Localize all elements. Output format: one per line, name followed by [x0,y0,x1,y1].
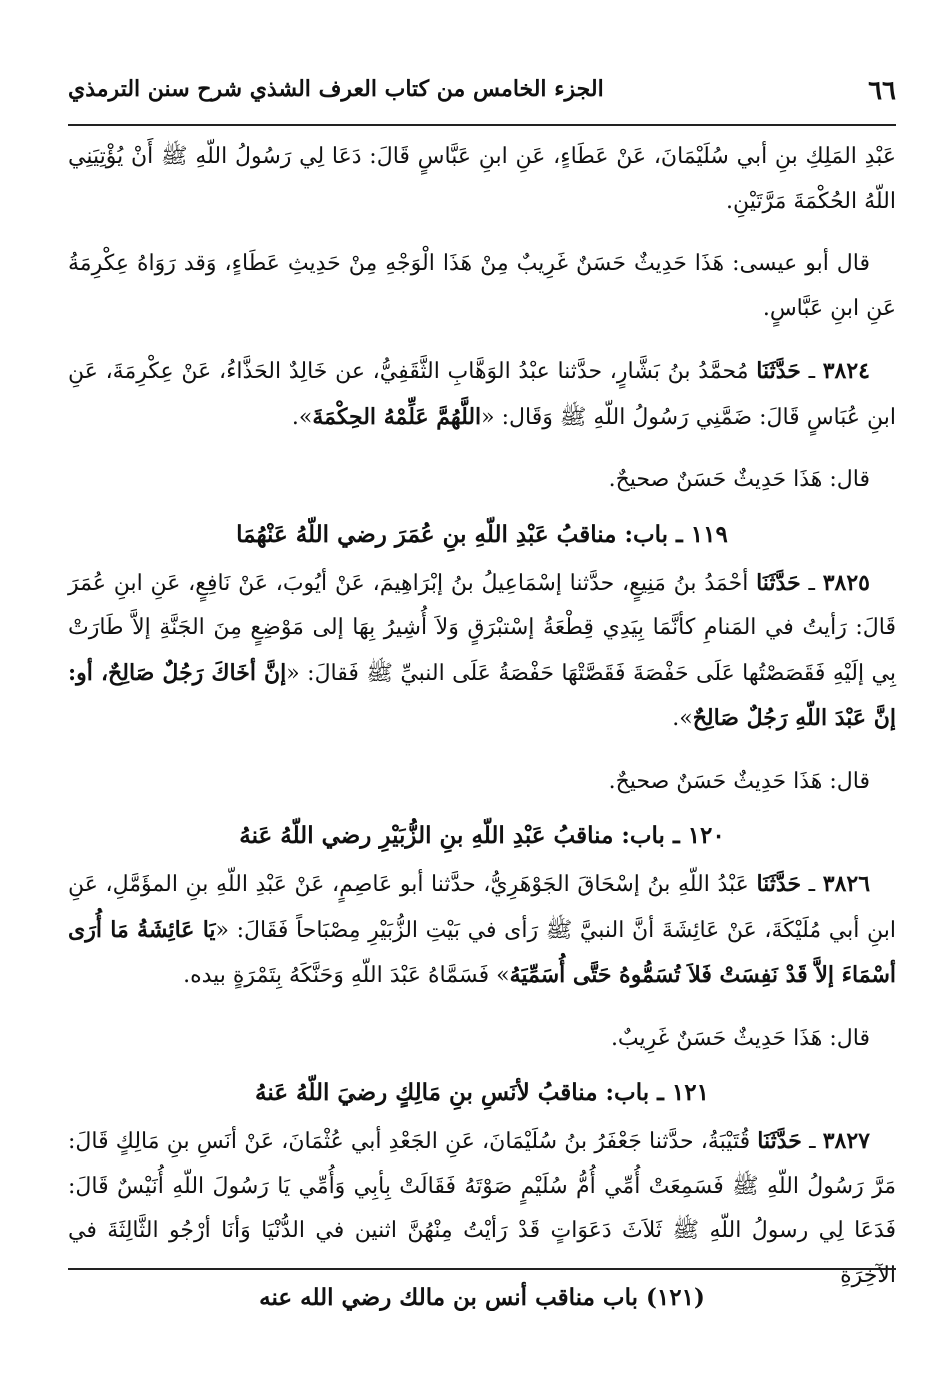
haddathana-word: حَدَّثَنَا [756,358,801,384]
running-title: الجزء الخامس من كتاب العرف الشذي شرح سنن الترمذي [68,76,604,102]
paragraph [68,242,896,331]
hadith-number: ٣٨٢٦ [822,871,871,897]
chapter-heading-119: ١١٩ ـ باب: مناقبُ عَبْدِ اللّهِ بنِ عُمَرَ رضي اللّهُ عَنْهُمَا [236,520,728,548]
prophetic-quote: إنَّ أخَاكَ رَجُلٌ صَالِحٌ، أو: إنَّ عَبْدَ اللّهِ رَجُلٌ صَالِحٌ [68,659,896,731]
hadith-3824: ٣٨٢٤ ـ حَدَّثَنَا مُحمَّدُ بنُ بَشَّارٍ، حدَّثنا عبْدُ الوَهَّابِ الثَّقَفِيُّ، عن خَالِدٌ الحَذَّاءُ، عَنْ عِكْرِمَةَ، عَنِ ابنِ عُبَاسٍ قَالَ: ضَمَّنِي رَسُولُ اللّهِ ﷺ وَقَال: «اللَّهُمَّ عَلِّمْهُ الحِكْمَةَ». [68,358,896,430]
grading-statement: قال: هَذَا حَدِيثٌ حَسَنٌ صحيحٌ. [608,768,870,794]
hadith-text: قُتَيْبَةُ، حدَّثنا جَعْفَرُ بنُ سُلَيْمَانَ، عَنِ الجَعْدِ أبي عُثْمَانَ، عَنْ أنَسِ بنِ مَالِكٍ قَالَ: مَرَّ رَسُولُ اللّهِ ﷺ فَسَمِعَتْ أُمِّي أُمُّ سُلَيْمٍ صَوْتَهُ فَقَالَتْ بِأبِي وَأُمِّي يَا رَسُولَ اللّهِ أُنَيْسٌ قَالَ: فَدَعَا لِي رسولُ اللّهِ ﷺ ثَلاَثَ دَعَوَاتٍ قَدْ رَأيْتُ مِنْهُنَّ اثنين في الدُّنْيَا وَأنَا أرْجُو الثَّالِثَةَ في الآخِرَةِ [68,1129,896,1288]
page-header [68,72,896,112]
commentary-section-title: (١٢١) باب مناقب أنس بن مالك رضي الله عنه [259,1284,705,1311]
haddathana-word: حَدَّثَنَا [757,1128,802,1154]
hadith-text: عَبْدُ اللّهِ بنُ إسْحَاقَ الجَوْهَرِيُّ، حدَّثنا أبو عَاصِمٍ، عَنْ عَبْدِ اللّهِ بنِ المؤَمَّلِ، عَنِ ابنِ أبي مُلَيْكَةَ، عَنْ عَائِشَةَ أنَّ النبيَّ ﷺ رَأى في بَيْتِ الزُّبَيْرِ مِصْبَاحاً فَقَالَ: « [68,872,896,943]
hadith-text: مُحمَّدُ بنُ بَشَّارٍ، حدَّثنا عبْدُ الوَهَّابِ الثَّقَفِيُّ، عن خَالِدٌ الحَذَّاءُ، عَنْ عِكْرِمَةَ، عَنِ ابنِ عُبَاسٍ قَالَ: ضَمَّنِي رَسُولُ اللّهِ ﷺ وَقَال: « [68,359,896,430]
header-divider [68,124,896,126]
hadith-text-end: » فَسَمَّاهُ عَبْدَ اللّهِ وَحَنَّكَهُ بِتَمْرَةٍ بيده. [183,963,510,988]
hadith-3826: ٣٨٢٦ ـ حَدَّثَنَا عَبْدُ اللّهِ بنُ إسْحَاقَ الجَوْهَرِيُّ، حدَّثنا أبو عَاصِمٍ، عَنْ عَبْدِ اللّهِ بنِ المؤَمَّلِ، عَنِ ابنِ أبي مُلَيْكَةَ، عَنْ عَائِشَةَ أنَّ النبيَّ ﷺ رَأى في بَيْتِ الزُّبَيْرِ مِصْبَاحاً فَقَالَ: «يَا عَائِشَةُ مَا أُرَى أسْمَاءَ إلاَّ قَدْ نَفِسَتْ فَلاَ تُسَمُّوهُ حَتَّى أُسَمِّيَهُ» فَسَمَّاهُ عَبْدَ اللّهِ وَحَنَّكَهُ بِتَمْرَةٍ بيده. [68,871,896,988]
paragraph [68,135,896,224]
hadith-number: ٣٨٢٥ [822,569,870,596]
paragraph-text: قال أبو عيسى: هَذَا حَدِيثٌ حَسَنٌ غَرِيبٌ مِنْ هَذَا الْوَجْهِ مِنْ حَدِيثِ عَطَاءٍ، وَقد رَوَاهُ عِكْرِمَةُ عَنِ ابنِ عَبَّاسٍ. [68,251,896,321]
hadith-text-end: ». [672,706,693,731]
footer-divider [68,1268,896,1270]
chapter-heading-120: ١٢٠ ـ باب: مناقبُ عَبْدِ اللّهِ بنِ الزُّبَيْرِ رضي اللّهُ عَنهُ [239,822,725,849]
hadith-number: ٣٨٢٧ [822,1128,870,1154]
paragraph-text: عَبْدِ المَلِكِ بنِ أبي سُلَيْمَانَ، عَنْ عَطَاءٍ، عَنِ ابنِ عَبَّاسٍ قَالَ: دَعَا لِي رَسُولُ اللّهِ ﷺ أَنْ يُؤْتِيَنِي اللّهُ الحُكْمَةَ مَرَّتَيْنِ. [68,144,896,214]
hadith-text-end: ». [291,404,313,430]
chapter-heading-121: ١٢١ ـ باب: مناقبُ لأنَسِ بنِ مَالِكٍ رضيَ اللّهُ عَنهُ [255,1079,709,1106]
hadith-text: أحْمَدُ بنُ مَنِيعٍ، حدَّثنا إسْمَاعِيلُ بنُ إبْرَاهِيمَ، عَنْ أيُوبَ، عَنْ نَافِعٍ، عَنِ ابنِ عُمَرَ قَالَ: رَأيتُ في المَنامِ كأنَّمَا بِيَدِي قِطْعَةُ إسْتبْرَقٍ وَلاَ أُشِيرُ بِهَا إلى مَوْضِعٍ مِنَ الجَنَّةِ إلاَّ طَارَتْ بِي إلَيْهِ فَقَصَصْتُها عَلَى حَفْصَةَ فَقَصَّتْهَا حَفْصَةُ عَلَى النبيِّ ﷺ فَقالَ: « [68,570,896,686]
haddathana-word: حَدَّثَنَا [756,871,802,897]
hadith-3827: ٣٨٢٧ ـ حَدَّثَنَا قُتَيْبَةُ، حدَّثنا جَعْفَرُ بنُ سُلَيْمَانَ، عَنِ الجَعْدِ أبي عُثْمَانَ، عَنْ أنَسِ بنِ مَالِكٍ قَالَ: مَرَّ رَسُولُ اللّهِ ﷺ فَسَمِعَتْ أُمِّي أُمُّ سُلَيْمٍ صَوْتَهُ فَقَالَتْ بِأبِي وَأُمِّي يَا رَسُولَ اللّهِ أُنَيْسٌ قَالَ: فَدَعَا لِي رسولُ اللّهِ ﷺ ثَلاَثَ دَعَوَاتٍ قَدْ رَأيْتُ مِنْهُنَّ اثنين في الدُّنْيَا وَأنَا أرْجُو الثَّالِثَةَ في الآخِرَةِ [68,1128,896,1288]
page-number: ٦٦ [868,76,896,106]
prophetic-quote: يَا عَائِشَةُ مَا أُرَى أسْمَاءَ إلاَّ قَدْ نَفِسَتْ فَلاَ تُسَمُّوهُ حَتَّى أُسَمِّيَهُ [68,916,896,988]
hadith-number: ٣٨٢٤ [822,358,870,384]
prophetic-quote: اللَّهُمَّ عَلِّمْهُ الحِكْمَةَ [312,403,482,430]
haddathana-word: حَدَّثَنَا [756,569,801,596]
page-body [68,135,896,1316]
grading-statement: قال: هَذَا حَدِيثٌ حَسَنٌ غَرِيبٌ. [610,1025,870,1051]
grading-statement: قال: هَذَا حَدِيثٌ حَسَنٌ صحيحٌ. [608,467,870,492]
hadith-3825: ٣٨٢٥ ـ حَدَّثَنَا أحْمَدُ بنُ مَنِيعٍ، حدَّثنا إسْمَاعِيلُ بنُ إبْرَاهِيمَ، عَنْ أيُوبَ، عَنْ نَافِعٍ، عَنِ ابنِ عُمَرَ قَالَ: رَأيتُ في المَنامِ كأنَّمَا بِيَدِي قِطْعَةُ إسْتبْرَقٍ وَلاَ أُشِيرُ بِهَا إلى مَوْضِعٍ مِنَ الجَنَّةِ إلاَّ طَارَتْ بِي إلَيْهِ فَقَصَصْتُها عَلَى حَفْصَةَ فَقَصَّتْهَا حَفْصَةُ عَلَى النبيِّ ﷺ فَقالَ: «إنَّ أخَاكَ رَجُلٌ صَالِحٌ، أو: إنَّ عَبْدَ اللّهِ رَجُلٌ صَالِحٌ». [68,569,896,731]
